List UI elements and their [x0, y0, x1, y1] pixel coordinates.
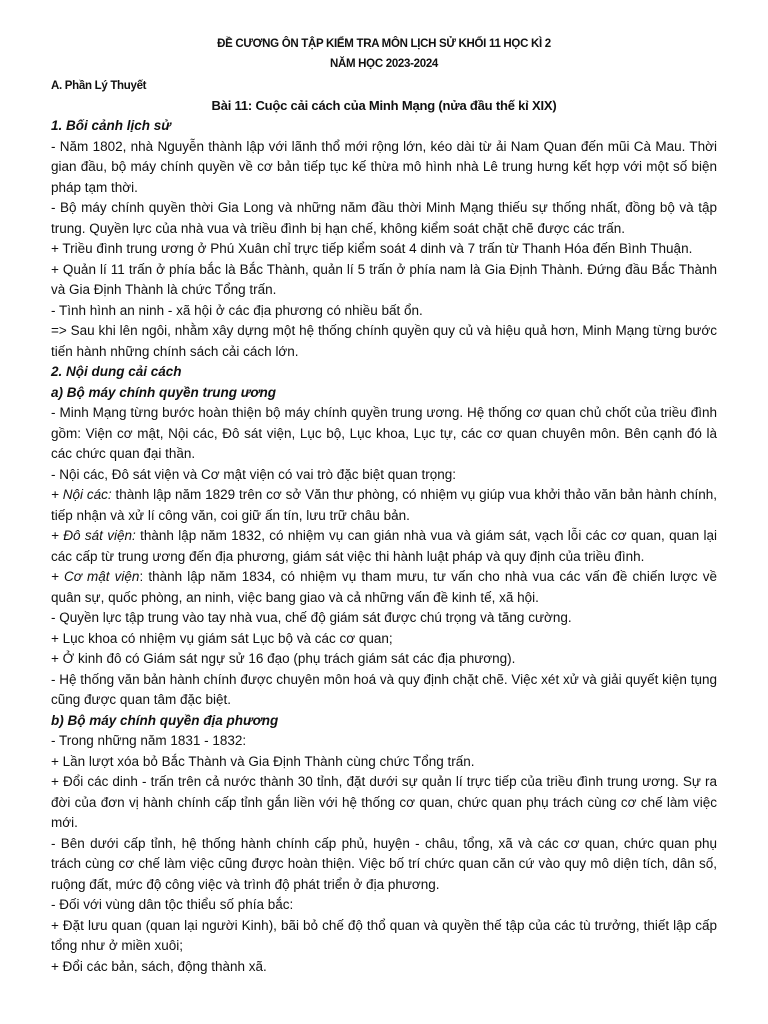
paragraph: - Bên dưới cấp tỉnh, hệ thống hành chính cấp phủ, huyện - châu, tổng, xã và các cơ quan, chức quan phụ trách cùng cơ chế làm việc cũng được hoàn thiện. Việc bố trí chức quan căn cứ vào quy mô diện tích, dân số, ruộng đất, mức độ công việc và trình độ phát triển ở địa phương.: [51, 835, 717, 892]
paragraph: + Triều đình trung ương ở Phú Xuân chỉ trực tiếp kiểm soát 4 dinh và 7 trấn từ Thanh Hóa đến Bình Thuận.: [51, 241, 693, 256]
paragraph: + Ở kinh đô có Giám sát ngự sử 16 đạo (phụ trách giám sát các địa phương).: [51, 651, 516, 666]
term-label: + Đô sát viện:: [51, 528, 136, 543]
term-label: + Nội các:: [51, 487, 112, 502]
paragraph: - Tình hình an ninh - xã hội ở các địa phương có nhiều bất ổn.: [51, 302, 423, 318]
term-text: : thành lập năm 1834, có nhiệm vụ tham mưu, tư vấn cho nhà vua các vấn đề chiến lược về quân sự, quốc phòng, an ninh, việc bang giao và cả những vấn đề kinh tế, xã hội.: [51, 569, 717, 605]
paragraph: => Sau khi lên ngôi, nhằm xây dựng một hệ thống chính quyền quy củ và hiệu quả hơn, Minh Mạng từng bước tiến hành những chính sách cải cách lớn.: [51, 323, 717, 359]
paragraph: + Quản lí 11 trấn ở phía bắc là Bắc Thành, quản lí 5 trấn ở phía nam là Gia Định Thành. Đứng đầu Bắc Thành và Gia Định Thành là chức Tổng trấn.: [51, 261, 717, 297]
paragraph: + Đổi các dinh - trấn trên cả nước thành 30 tỉnh, đặt dưới sự quản lí trực tiếp của triều đình trung ương. Sự ra đời của đơn vị hành chính cấp tỉnh gắn liền với hệ thống cơ quan, chức quan phụ trách cùng cơ chế làm việc mới.: [51, 774, 717, 830]
school-year: NĂM HỌC 2023-2024: [329, 58, 439, 70]
paragraph: - Trong những năm 1831 - 1832:: [51, 733, 247, 748]
heading-local-government: b) Bộ máy chính quyền địa phương: [51, 712, 279, 728]
paragraph: - Đối với vùng dân tộc thiểu số phía bắc:: [51, 897, 294, 912]
lesson-title: Bài 11: Cuộc cải cách của Minh Mạng (nửa đầu thế kỉ XIX): [211, 98, 557, 113]
term-label: + Cơ mật viện: [51, 569, 140, 584]
paragraph: - Minh Mạng từng bước hoàn thiện bộ máy chính quyền trung ương. Hệ thống cơ quan chủ chốt của triều đình gồm: Viện cơ mật, Nội các, Đô sát viện, Lục bộ, Lục khoa, Lục tự, các cơ quan chuyên môn. Bên cạnh đó là các chức quan đại thần.: [51, 405, 717, 461]
paragraph: - Năm 1802, nhà Nguyễn thành lập với lãnh thổ mới rộng lớn, kéo dài từ ải Nam Quan đến mũi Cà Mau. Thời gian đầu, bộ máy chính quyền về cơ bản tiếp tục kế thừa mô hình nhà Lê trung hưng kết hợp với một số biện pháp tạm thời.: [51, 138, 717, 195]
heading-reform-content: 2. Nội dung cải cách: [51, 364, 182, 379]
paragraph: [51, 485, 717, 526]
paragraph: - Bộ máy chính quyền thời Gia Long và những năm đầu thời Minh Mạng thiếu sự thống nhất, đồng bộ và tập trung. Quyền lực của nhà vua và triều đình bị hạn chế, không kiểm soát chặt chẽ được các trấn.: [51, 200, 717, 236]
paragraph: + Đổi các bản, sách, động thành xã.: [51, 958, 267, 974]
document-title: ĐỀ CƯƠNG ÔN TẬP KIỂM TRA MÔN LỊCH SỬ KHỐI 11 HỌC KÌ 2: [217, 38, 551, 50]
term-text: thành lập năm 1832, có nhiệm vụ can gián nhà vua và giám sát, vạch lỗi các cơ quan, quan lại các cấp từ trung ương đến địa phương, giám sát việc thi hành luật pháp và quy định của triều đình.: [51, 528, 717, 564]
paragraph: - Nội các, Đô sát viện và Cơ mật viện có vai trò đặc biệt quan trọng:: [51, 466, 457, 482]
paragraph: - Hệ thống văn bản hành chính được chuyên môn hoá và quy định chặt chẽ. Việc xét xử và giải quyết kiện tụng cũng được quan tâm đặc biệt.: [51, 671, 717, 707]
paragraph: [51, 526, 717, 567]
section-a-heading: A. Phần Lý Thuyết: [51, 80, 147, 92]
paragraph: [51, 567, 717, 608]
heading-central-government: a) Bộ máy chính quyền trung ương: [51, 384, 276, 400]
paragraph: + Lục khoa có nhiệm vụ giám sát Lục bộ và các cơ quan;: [51, 630, 393, 646]
paragraph: - Quyền lực tập trung vào tay nhà vua, chế độ giám sát được chú trọng và tăng cường.: [51, 610, 572, 625]
paragraph: + Lần lượt xóa bỏ Bắc Thành và Gia Định Thành cùng chức Tổng trấn.: [51, 753, 475, 769]
paragraph: + Đặt lưu quan (quan lại người Kinh), bãi bỏ chế độ thổ quan và quyền thế tập của các tù trưởng, thiết lập cấp tổng như ở miền xuôi;: [51, 917, 717, 953]
term-text: thành lập năm 1829 trên cơ sở Văn thư phòng, có nhiệm vụ giúp vua khởi thảo văn bản hành chính, tiếp nhận và xử lí công văn, coi giữ ấn tín, lưu trữ châu bản.: [51, 487, 718, 523]
heading-historical-context: 1. Bối cảnh lịch sử: [51, 118, 171, 133]
